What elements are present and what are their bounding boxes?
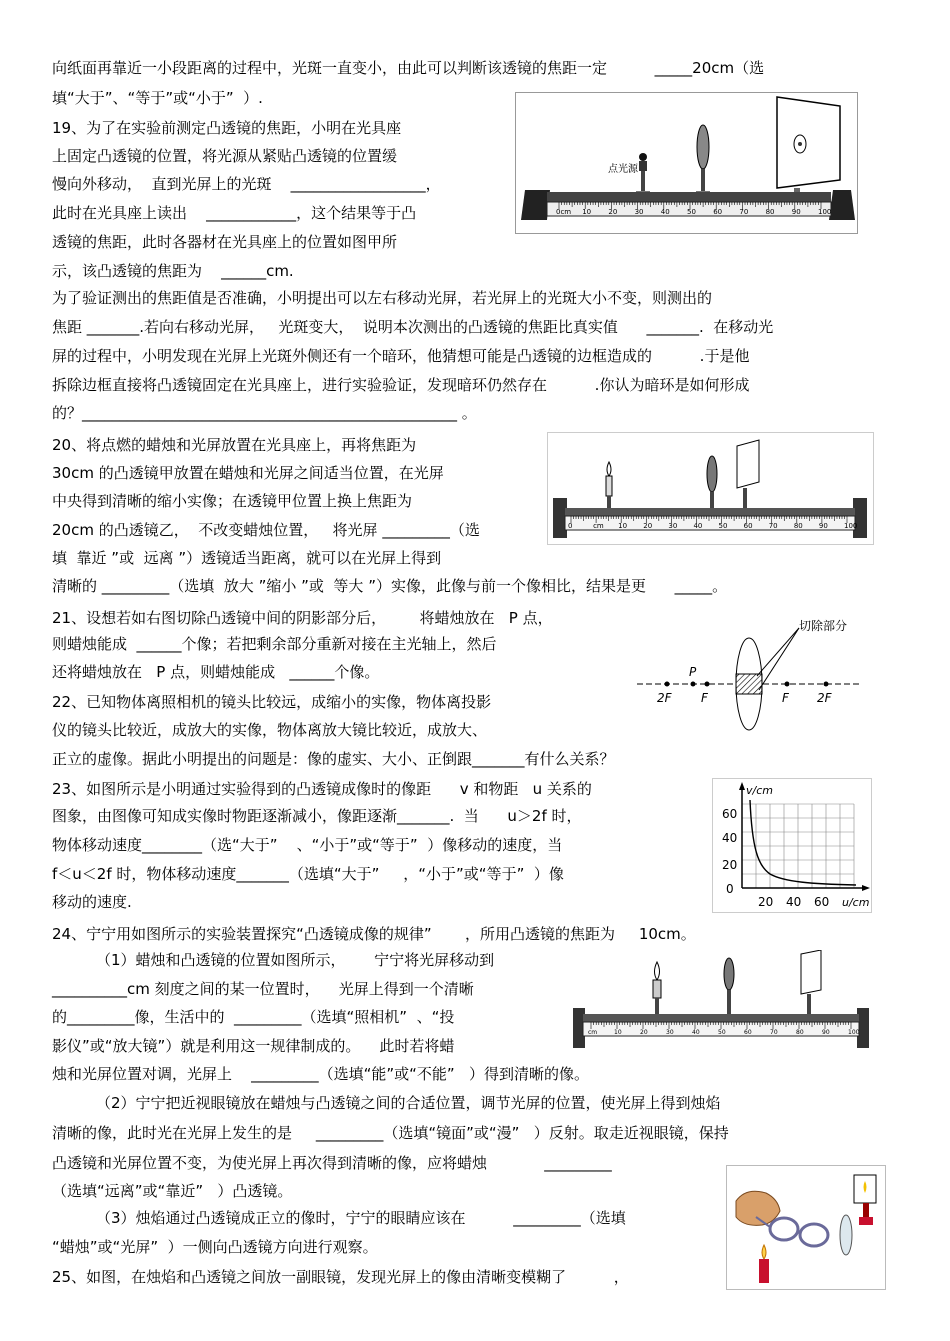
text-line: 凸透镜和光屏位置不变，为使光屏上再次得到清晰的像，应将蜡烛 _________ (52, 1154, 612, 1172)
ruler-tick-label: 50 (687, 208, 696, 216)
ruler-tick-label: 70 (768, 522, 778, 530)
lens-icon (724, 958, 734, 990)
figure-23-v-u-graph (712, 778, 872, 913)
screen-icon (777, 97, 840, 188)
text-line: 示，该凸透镜的焦距为 ______cm. (52, 262, 294, 280)
ruler-tick-label: 50 (718, 1029, 726, 1036)
y-tick-60: 60 (722, 807, 738, 821)
label-p: P (689, 665, 697, 679)
x-tick-60: 60 (814, 895, 830, 909)
text-line: 25、如图，在烛焰和凸透镜之间放一副眼镜，发现光屏上的像由清晰变模糊了 ， (52, 1268, 629, 1286)
ruler-tick-label: 20 (608, 208, 618, 216)
text-line: 19、为了在实验前测定凸透镜的焦距，小明在光具座 (52, 119, 402, 137)
text-line: （1）蜡烛和凸透镜的位置如图所示， 宁宁将光屏移动到 (96, 951, 495, 969)
ruler-tick-label: 0cm (556, 208, 572, 216)
text-line: 填 靠近 ”或 远离 ”）透镜适当距离，就可以在光屏上得到 (52, 549, 442, 567)
ruler-tick-label: 30 (668, 522, 678, 530)
candle-icon (759, 1259, 769, 1283)
text-line: 图象，由图像可知成实像时物距逐渐减小，像距逐渐_______. 当 u＞2f 时， (52, 807, 582, 825)
figure-24-optical-bench (571, 950, 873, 1055)
text-line: 20cm 的凸透镜乙， 不改变蜡烛位置， 将光屏 _________（选 (52, 521, 480, 539)
cut-part (736, 674, 762, 694)
text-line: （选填“远离”或“靠近” ）凸透镜。 (52, 1182, 293, 1200)
text-line: 透镜的焦距，此时各器材在光具座上的位置如图甲所 (52, 233, 398, 251)
ruler-tick-label: 20 (643, 522, 653, 530)
ruler-tick-label: 70 (739, 208, 749, 216)
text-line: 的？__________________________________________________ 。 (52, 404, 477, 422)
ruler-tick-label: 100 (848, 1029, 860, 1036)
text-line: “蜡烛”或“光屏” ）一侧向凸透镜方向进行观察。 (52, 1238, 378, 1256)
figure-20-optical-bench (547, 432, 874, 545)
figure-25-glasses-photo (726, 1165, 886, 1290)
ruler-tick-label: 50 (718, 522, 728, 530)
text-line: 清晰的像，此时光在光屏上发生的是 _________（选填“镜面”或“漫” ）反射。取走近视眼镜，保持 (52, 1124, 729, 1142)
ruler-tick-label: 10 (618, 522, 628, 530)
text-line: 物体移动速度________（选“大于” 、“小于”或“等于” ）像移动的速度，当 (52, 836, 563, 854)
ruler-tick-label: 90 (818, 522, 828, 530)
text-line: 移动的速度. (52, 893, 132, 911)
label-2f-left: 2F (657, 691, 672, 705)
text-line: 屏的过程中，小明发现在光屏上光斑外侧还有一个暗环，他猜想可能是凸透镜的边框造成的 .于是他 (52, 347, 750, 365)
text-line: 影仪”或“放大镜”）就是利用这一规律制成的。 此时若将蜡 (52, 1037, 455, 1055)
text-line: 清晰的 _________（选填 放大 ”缩小 ”或 等大 ”）实像，此像与前一个像相比，结果是更 _____。 (52, 577, 728, 595)
label-2f-right: 2F (817, 691, 832, 705)
ruler-tick-label: 60 (743, 522, 753, 530)
ruler-tick-label: cm (588, 1029, 598, 1036)
x-axis-label: u/cm (842, 896, 870, 909)
ruler-tick-label: 100 (818, 208, 832, 216)
ruler-tick-label: 40 (660, 208, 670, 216)
y-tick-0: 0 (726, 882, 734, 896)
candle-icon (653, 980, 661, 998)
text-line: 上固定凸透镜的位置，将光源从紧贴凸透镜的位置缓 (52, 147, 398, 165)
ruler-tick-label: 0 (568, 522, 573, 530)
text-line: 焦距 _______.若向右移动光屏， 光斑变大， 说明本次测出的凸透镜的焦距比真实值 _______. 在移动光 (52, 318, 774, 336)
text-line: __________cm 刻度之间的某一位置时， 光屏上得到一个清晰 (52, 980, 474, 998)
text-line: 则蜡烛能成 ______个像；若把剩余部分重新对接在主光轴上，然后 (52, 635, 497, 653)
text-line: 此时在光具座上读出 ____________，这个结果等于凸 (52, 204, 417, 222)
text-line: 中央得到清晰的缩小实像；在透镜甲位置上换上焦距为 (52, 492, 413, 510)
screen-icon (737, 440, 759, 488)
figure-19-optical-bench (515, 92, 858, 234)
text-line: 慢向外移动， 直到光屏上的光斑 __________________， (52, 175, 441, 193)
candle-flame-icon (762, 1245, 766, 1259)
text-line: 的_________像，生活中的 _________（选填“照相机” 、“投 (52, 1008, 455, 1026)
text-line: （2）宁宁把近视眼镜放在蜡烛与凸透镜之间的合适位置，调节光屏的位置，使光屏上得到烛焰 (96, 1094, 721, 1112)
ruler-tick-label: 20 (640, 1029, 648, 1036)
ruler-tick-label: 90 (791, 208, 801, 216)
y-tick-40: 40 (722, 831, 738, 845)
candle-flame-icon (607, 462, 611, 476)
screen-icon (801, 950, 821, 994)
text-line: 30cm 的凸透镜甲放置在蜡烛和光屏之间适当位置，在光屏 (52, 464, 444, 482)
text-line: f＜u＜2f 时，物体移动速度_______（选填“大于” ，“小于”或“等于” ）像 (52, 865, 564, 883)
text-line: 24、宁宁用如图所示的实验装置探究“凸透镜成像的规律” ，所用凸透镜的焦距为 10cm。 (52, 925, 696, 943)
ruler-tick-label: 40 (693, 522, 703, 530)
ruler-tick-label: 10 (614, 1029, 622, 1036)
ruler-tick-label: 30 (666, 1029, 674, 1036)
ruler-tick-label: 60 (744, 1029, 752, 1036)
candle-icon (606, 476, 612, 496)
label-f-left: F (701, 691, 708, 705)
candle-flame-icon (655, 962, 660, 980)
text-line: 为了验证测出的焦距值是否准确，小明提出可以左右移动光屏，若光屏上的光斑大小不变，则测出的 (52, 289, 713, 307)
text-line: （3）烛焰通过凸透镜成正立的像时，宁宁的眼睛应该在 _________（选填 (96, 1209, 626, 1227)
ruler-tick-label: 80 (765, 208, 775, 216)
cut-part-label: 切除部分 (799, 619, 848, 633)
y-tick-20: 20 (722, 858, 738, 872)
lens-icon (707, 456, 717, 492)
figure-21-lens-diagram (633, 610, 865, 734)
text-line: 21、设想若如右图切除凸透镜中间的阴影部分后， 将蜡烛放在 P 点， (52, 609, 553, 627)
point-source-label: 点光源 (608, 164, 638, 175)
ruler-tick-label: 30 (634, 208, 644, 216)
text-line: 23、如图所示是小明通过实验得到的凸透镜成像时的像距 v 和物距 u 关系的 (52, 780, 592, 798)
text-line: 22、已知物体离照相机的镜头比较远，成缩小的实像，物体离投影 (52, 693, 492, 711)
ruler-tick-label: 70 (770, 1029, 778, 1036)
text-line: 烛和光屏位置对调，光屏上 _________（选填“能”或“不能” ）得到清晰的像。 (52, 1065, 589, 1083)
text-line: 填“大于”、“等于”或“小于” ）. (52, 89, 263, 107)
y-axis-label: v/cm (746, 784, 773, 797)
text-line: 拆除边框直接将凸透镜固定在光具座上，进行实验验证，发现暗环仍然存在 .你认为暗环是如何形成 (52, 376, 750, 394)
x-tick-40: 40 (786, 895, 802, 909)
text-line: 还将蜡烛放在 P 点，则蜡烛能成 ______个像。 (52, 663, 380, 681)
ruler-tick-label: 10 (582, 208, 592, 216)
text-line: 正立的虚像。据此小明提出的问题是：像的虚实、大小、正倒跟_______有什么关系？ (52, 750, 615, 768)
light-source-icon (639, 153, 647, 161)
label-f-right: F (782, 691, 789, 705)
text-line: 20、将点燃的蜡烛和光屏放置在光具座上，再将焦距为 (52, 436, 417, 454)
lens-icon (697, 125, 709, 169)
ruler-tick-label: 60 (713, 208, 723, 216)
ruler-tick-label: 80 (796, 1029, 804, 1036)
ruler-tick-label: 80 (793, 522, 803, 530)
text-line: 仪的镜头比较近，成放大的实像，物体离放大镜比较近，成放大、 (52, 721, 488, 739)
text-line: 向纸面再靠近一小段距离的过程中，光斑一直变小，由此可以判断该透镜的焦距一定 _____20cm（选 (52, 59, 765, 77)
x-tick-20: 20 (758, 895, 774, 909)
ruler-tick-label: 40 (692, 1029, 700, 1036)
ruler-tick-label: cm (593, 522, 604, 530)
ruler-tick-label: 90 (822, 1029, 830, 1036)
ruler-tick-label: 100 (844, 522, 858, 530)
lens-icon (840, 1215, 852, 1255)
